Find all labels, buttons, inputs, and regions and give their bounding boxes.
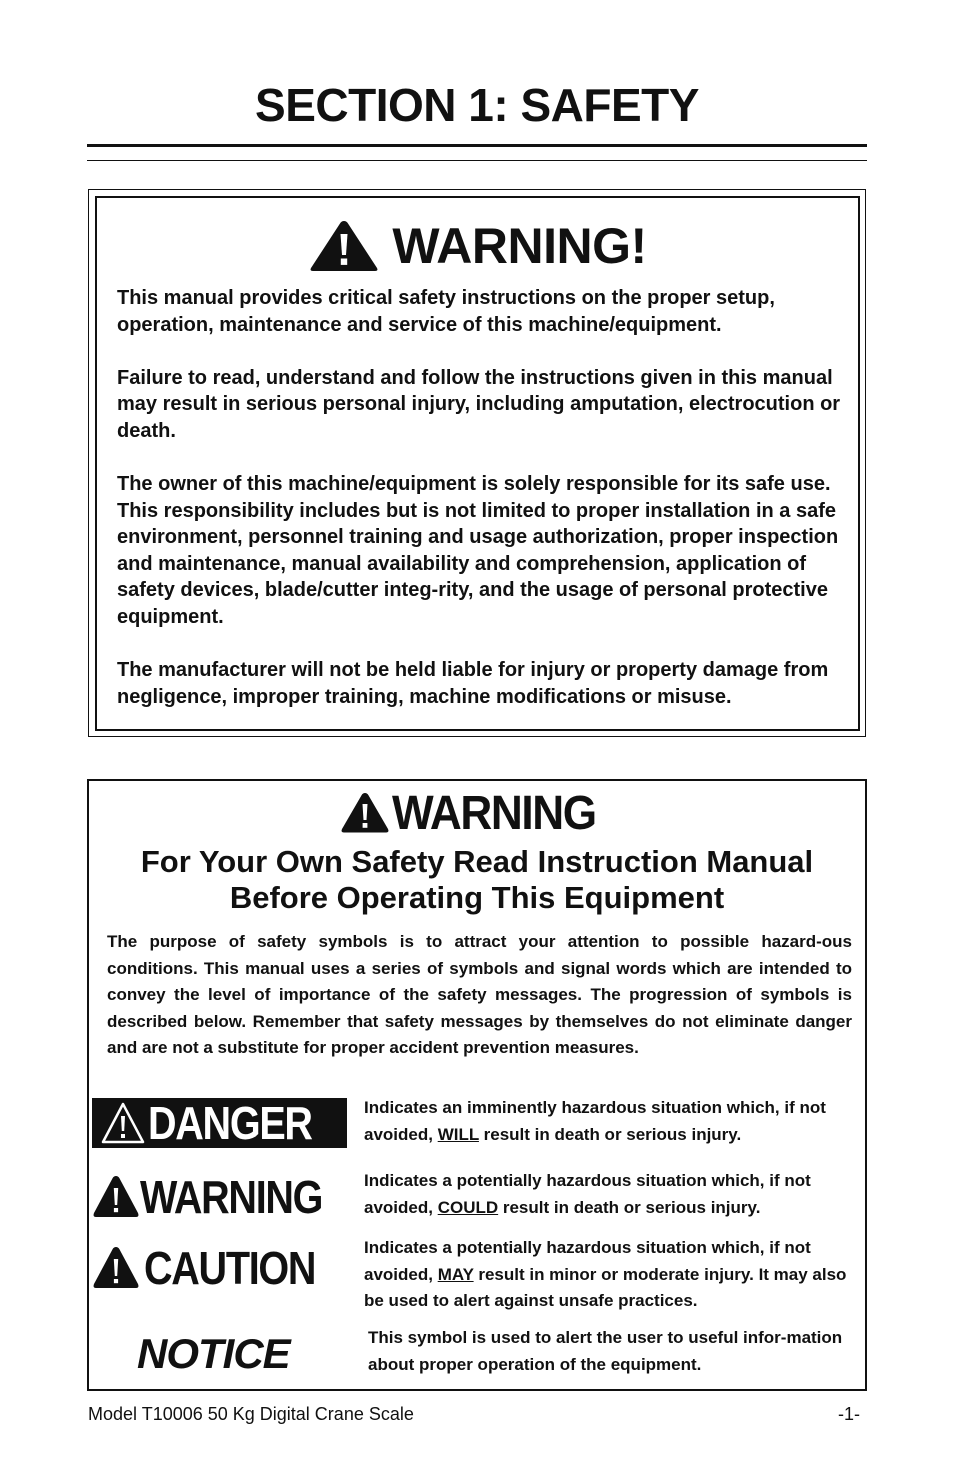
manual-warning-body — [117, 285, 845, 737]
caution-description-text: result in minor or moderate injury. It may also be used to alert against unsafe practices. — [364, 1264, 847, 1311]
caution-signal-label — [92, 1242, 343, 1294]
safety-subheading — [87, 844, 867, 916]
safety-symbols-title: WARNING — [392, 786, 597, 840]
title-rule-thin — [87, 160, 867, 161]
notice-description: This symbol is used to alert the user to useful infor-mation about proper operation of the equipment. — [368, 1328, 843, 1374]
warning-triangle-icon — [340, 792, 390, 834]
footer-model-name: Model T10006 50 Kg Digital Crane Scale — [88, 1404, 414, 1424]
danger-description-text: Indicates an imminently hazardous situation which, if not avoided, — [364, 1098, 826, 1144]
notice-signal-word: NOTICE — [137, 1330, 290, 1377]
warning-description-text: result in death or serious injury. — [498, 1197, 761, 1217]
caution-emphasis: MAY — [437, 1264, 474, 1284]
caution-triangle-icon — [92, 1246, 140, 1290]
caution-signal-word: CAUTION — [144, 1242, 316, 1294]
safety-symbols-intro: The purpose of safety symbols is to attract your attention to possible hazard-ous conditions. This manual uses a series of symbols and signal words which are intended to convey the level of importance of the safety messages. The progression of symbols is described below. Remember that safety messages by themselves do not eliminate danger and are not a substitute for proper accident prevention measures. — [107, 932, 852, 1058]
warning-triangle-icon — [308, 219, 380, 273]
warning-emphasis: COULD — [437, 1197, 499, 1217]
page-title: SECTION 1: SAFETY — [255, 79, 699, 131]
notice-signal-label — [137, 1328, 290, 1380]
safety-symbols-heading — [87, 787, 867, 839]
caution-description — [364, 1235, 864, 1315]
manual-warning-paragraph: The owner of this machine/equipment is solely responsible for its safe use. This responsibility includes but is not limited to proper installation in a safe environment, personnel training and usage authorization, proper inspection and maintenance, manual availability and comprehension, application of safety devices, blade/cutter integ-rity, and the usage of personal protective equipment. — [117, 472, 839, 628]
warning-signal-label — [92, 1172, 352, 1222]
danger-triangle-icon — [100, 1101, 146, 1145]
safety-subheading-line: Before Operating This Equipment — [229, 880, 725, 915]
danger-signal-label — [92, 1098, 347, 1148]
manual-warning-paragraph: This manual provides critical safety instructions on the proper setup, operation, maintenance and service of this machine/equipment. — [117, 287, 775, 336]
manual-warning-heading — [95, 215, 860, 277]
danger-description — [364, 1095, 864, 1148]
page-number: -1- — [838, 1404, 860, 1424]
caution-description-text: Indicates a potentially hazardous situation which, if not avoided, — [364, 1238, 811, 1284]
danger-emphasis: WILL — [437, 1124, 479, 1144]
manual-warning-paragraph: Failure to read, understand and follow the instructions given in this manual may result in serious personal injury, including amputation, electrocution or death. — [117, 366, 841, 442]
warning-triangle-icon — [92, 1175, 140, 1219]
safety-subheading-line: For Your Own Safety Read Instruction Manual — [140, 844, 814, 879]
title-rule-thick — [87, 144, 867, 147]
warning-description-text: Indicates a potentially hazardous situation which, if not avoided, — [364, 1171, 811, 1217]
manual-warning-title: WARNING! — [392, 218, 647, 274]
danger-description-text: result in death or serious injury. — [478, 1124, 742, 1144]
manual-warning-paragraph: The manufacturer will not be held liable for injury or property damage from negligence, improper training, machine modifications or misuse. — [117, 659, 829, 708]
warning-signal-word: WARNING — [140, 1171, 323, 1223]
danger-signal-word: DANGER — [148, 1098, 313, 1148]
warning-description — [364, 1168, 864, 1221]
